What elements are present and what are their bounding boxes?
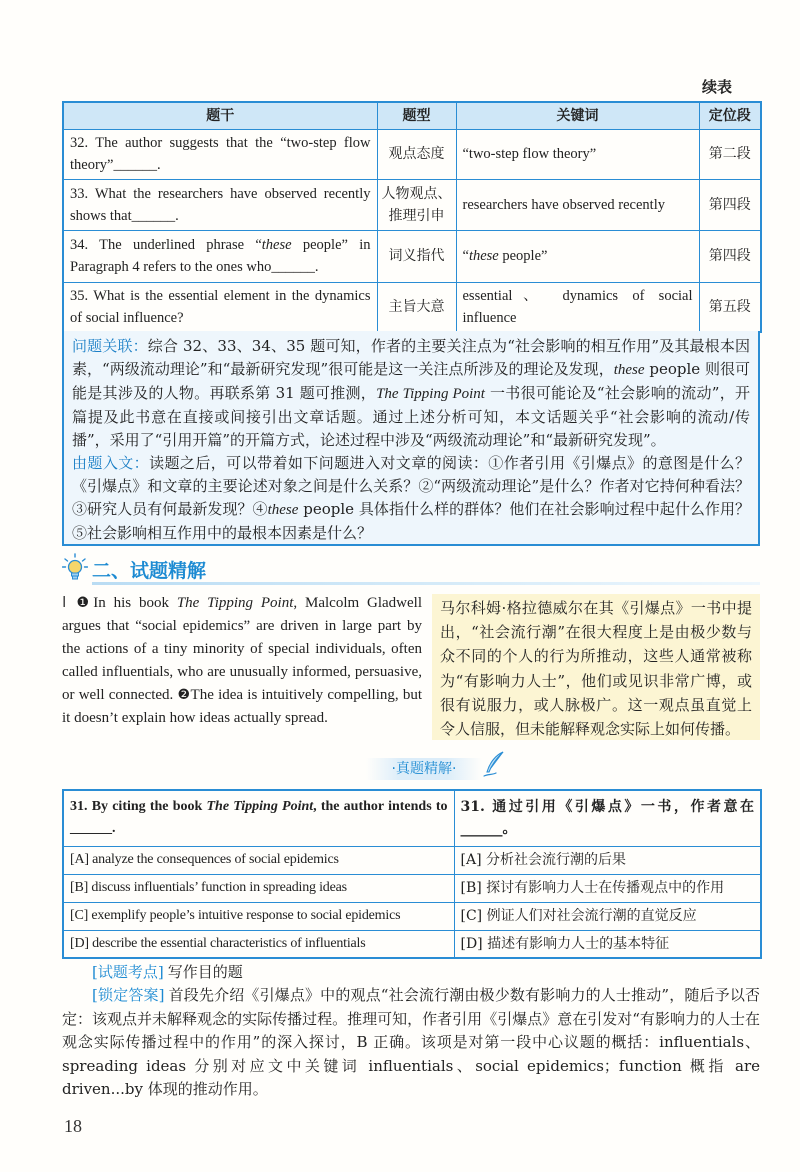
exam-point	[62, 961, 760, 984]
table-row	[63, 129, 761, 179]
question-stem: 33. What the researchers have observed recently shows that______.	[63, 179, 377, 230]
header-location: 定位段	[699, 102, 761, 129]
answer-label: [锁定答案]	[92, 986, 165, 1005]
stem-italic: these	[261, 237, 292, 253]
question-english	[63, 790, 454, 846]
option-d-chinese: [D] 描述有影响力人士的基本特征	[454, 930, 761, 958]
header-stem: 题干	[63, 102, 377, 129]
option-d-english: [D] describe the essential characteristics of influentials	[63, 930, 454, 958]
option-a-english: [A] analyze the consequences of social epidemics	[63, 846, 454, 874]
book-title-italic: The Tipping Point	[206, 799, 314, 815]
relation-text: people 则很可能是其涉及的人物。再联系第 31 题可推测，	[72, 360, 750, 402]
option-c-english: [C] exemplify people’s intuitive response to social epidemics	[63, 902, 454, 930]
question-keyword: researchers have observed recently	[456, 179, 699, 230]
page-number: 18	[64, 1116, 82, 1136]
answer-text: 首段先介绍《引爆点》中的观点“社会流行潮由极少数有影响力的人士推动”，随后予以否定：该观点并未解释观念的实际传播过程。推理可知，作者引用《引爆点》意在引发对“有影响力的人士在观念实际传播过程中的作用”的深入探讨，B 正确。该项是对第一段中心议题的概括：influentials、spreading ideas 分别对应文中关键词 influentials、social epidemics；function 概指 are driven...by 体现的推动作用。	[62, 986, 760, 1099]
exam-point-text: 写作目的题	[167, 963, 243, 981]
option-b-chinese: [B] 探讨有影响力人士在传播观点中的作用	[454, 874, 761, 902]
question-location: 第四段	[699, 230, 761, 282]
question-relation-label: 问题关联：	[72, 337, 148, 355]
question-location: 第五段	[699, 282, 761, 332]
relation-text: 一书很可能论及“社会影响的流动”，开篇提及此书意在直接或间接引出文章话题。通过上述分析可知，本文话题关乎“社会影响的流动/传播”，采用了“引用开篇”的开篇方式，论述过程中涉及“两级流动理论”和“最新研究发现”。	[72, 384, 750, 449]
section-divider	[92, 582, 760, 585]
header-type: 题型	[377, 102, 456, 129]
option-c-chinese: [C] 例证人们对社会流行潮的直觉反应	[454, 902, 761, 930]
question-table	[62, 789, 762, 959]
option-b-english: [B] discuss influentials’ function in spreading ideas	[63, 874, 454, 902]
relation-italic: these	[613, 362, 645, 378]
option-row	[63, 846, 761, 874]
keyword-text: people”	[498, 248, 548, 264]
header-keyword: 关键词	[456, 102, 699, 129]
answer-notes	[62, 961, 760, 1101]
question-keyword: essential、 dynamics of social influence	[456, 282, 699, 332]
table-row	[63, 282, 761, 332]
question-text: 31. By citing the book	[70, 799, 207, 815]
exam-point-label: [试题考点]	[92, 963, 164, 981]
question-location: 第四段	[699, 179, 761, 230]
passage-text: , Malcolm Gladwell argues that “social epidemics” are driven in large part by the actions of a tiny minority of special individuals, often called influentials, who are unusually informed, persuasive, or well connected.	[62, 595, 423, 703]
entry-text: people 具体指什么样的群体？他们在社会影响过程中起什么作用？⑤社会影响相互作用中的最根本因素是什么？	[72, 500, 750, 542]
option-row	[63, 902, 761, 930]
section-title: 二、试题精解	[92, 560, 207, 582]
pen-icon	[482, 750, 506, 778]
book-title-italic: The Tipping Point	[176, 595, 294, 611]
reading-entry	[72, 452, 750, 545]
book-title-italic: The Tipping Point	[376, 386, 485, 402]
entry-italic: these	[267, 502, 299, 518]
question-row	[63, 790, 761, 846]
reading-entry-label: 由题入文：	[72, 454, 150, 472]
question-chinese: 31. 通过引用《引爆点》一书，作者意在______。	[454, 790, 761, 846]
paragraph-mark: Ⅰ	[62, 595, 71, 611]
relation-text: 综合 32、33、34、35 题可知，作者的主要关注点为“社会影响的相互作用”及其最根本因素，“两级流动理论”和“最新研究发现”很可能是这一关注点所涉及的理论及发现，	[72, 337, 750, 378]
question-type: 观点态度	[377, 129, 456, 179]
question-text: , the author intends to ______.	[70, 799, 448, 837]
option-row	[63, 930, 761, 958]
question-type: 主旨大意	[377, 282, 456, 332]
reading-passage	[62, 592, 422, 730]
question-stem: 32. The author suggests that the “two-step flow theory”______.	[63, 129, 377, 179]
option-a-chinese: [A] 分析社会流行潮的后果	[454, 846, 761, 874]
analysis-box	[62, 331, 760, 546]
subsection-label: ·真题精解·	[366, 758, 482, 780]
entry-text: 读题之后，可以带着如下问题进入对文章的阅读：①作者引用《引爆点》的意图是什么？《引爆点》和文章的主要论述对象之间是什么关系？②“两级流动理论”是什么？作者对它持何种看法？③研究人员有何最新发现？④	[72, 454, 750, 518]
question-relation	[72, 335, 750, 452]
answer-explanation	[62, 984, 760, 1101]
keyword-italic: these	[468, 248, 499, 264]
stem-text: 34. The underlined phrase “	[70, 237, 262, 253]
question-keyword: “two-step flow theory”	[456, 129, 699, 179]
continued-label: 续表	[702, 78, 733, 96]
passage-text: In his book	[93, 595, 177, 611]
question-location: 第二段	[699, 129, 761, 179]
question-stem: 35. What is the essential element in the dynamics of social influence?	[63, 282, 377, 332]
translation-box: 马尔科姆·格拉德威尔在其《引爆点》一书中提出，“社会流行潮”在很大程度上是由极少数与众不同的个人的行为所推动，这些人通常被称为“有影响力人士”，他们或见识非常广博，或很有说服力，或人脉极广。这一观点虽直觉上令人信服，但未能解释观念实际上如何传播。	[432, 594, 760, 740]
keyword-text: “	[462, 248, 469, 264]
option-row	[63, 874, 761, 902]
question-type: 词义指代	[377, 230, 456, 282]
table-row	[63, 179, 761, 230]
passage-text: The idea is intuitively compelling, but it doesn’t explain how ideas actually spread.	[62, 687, 422, 726]
section-heading	[62, 553, 760, 585]
stem-text: people” in Paragraph 4 refers to the ones who______.	[70, 237, 371, 275]
table-row	[63, 230, 761, 282]
lightbulb-icon	[62, 553, 88, 583]
question-stem	[63, 230, 377, 282]
keyword-table	[62, 101, 762, 333]
question-keyword	[456, 230, 699, 282]
sentence-number: ❶	[76, 595, 94, 611]
sentence-number: ❷	[177, 687, 191, 703]
table-header-row	[63, 102, 761, 129]
question-type: 人物观点、推理引申	[377, 179, 456, 230]
